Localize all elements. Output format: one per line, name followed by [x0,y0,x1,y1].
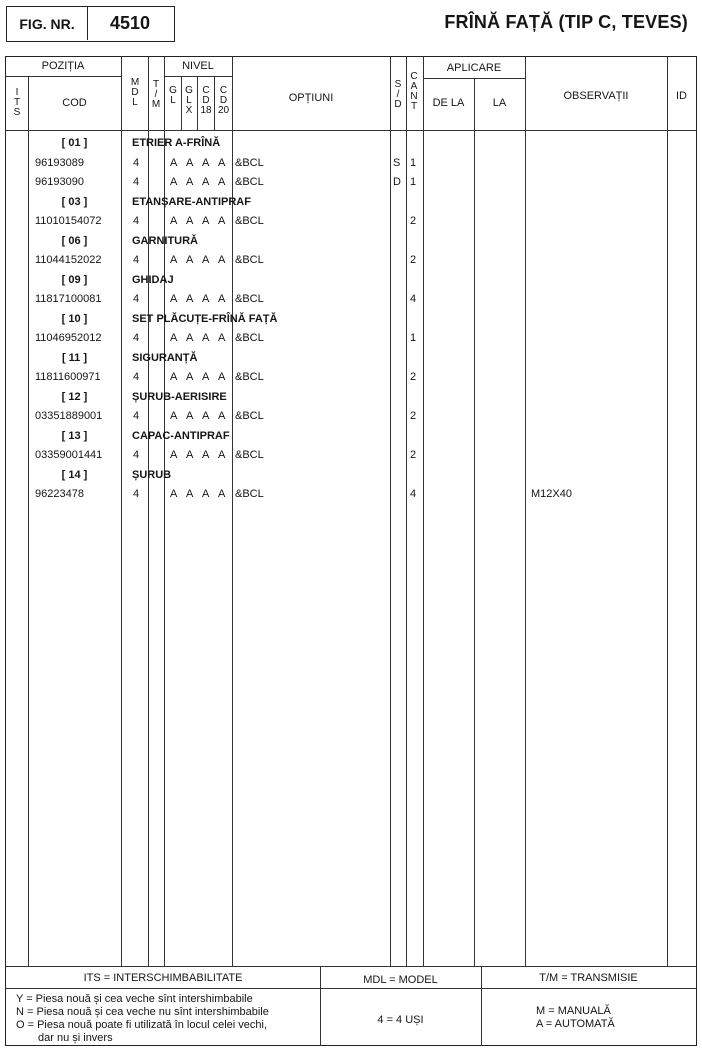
legend-title-rule [6,988,696,989]
part-group-name: ȘURUB [132,469,172,481]
part-code: 11811600971 [35,371,101,383]
legend-mdl-title: MDL = MODEL [363,974,438,986]
header-its [11,88,23,118]
part-observation: M12X40 [531,488,572,500]
part-side: S [393,157,401,169]
header-cant-c: C [410,71,418,82]
level-glx: A [186,332,194,344]
col-rule-gl [181,76,182,131]
level-cd18: A [202,488,210,500]
header-cant [408,72,420,112]
part-option: &BCL [235,410,264,422]
col-rule-dela [474,78,475,966]
part-quantity: 4 [410,488,417,500]
position-number: [ 13 ] [61,430,88,442]
header-cant-t: T [410,101,418,112]
header-gl-l: L [170,95,176,106]
part-option: &BCL [235,215,264,227]
header-bottom-rule [6,130,696,131]
position-number: [ 03 ] [61,196,88,208]
part-option: &BCL [235,157,264,169]
legend-mdl-value: 4 = 4 UȘI [377,1014,424,1026]
header-cd20-d: D [219,95,228,106]
level-glx: A [186,215,194,227]
header-la: LA [492,97,507,109]
header-cd18-c: C [202,85,210,96]
figure-number-box [6,6,175,42]
level-gl: A [170,332,178,344]
part-model: 4 [133,254,140,266]
level-cd18: A [202,293,210,305]
level-cd18: A [202,176,210,188]
level-gl: A [170,371,178,383]
part-model: 4 [133,488,140,500]
level-cd20: A [218,449,226,461]
part-quantity: 4 [410,293,417,305]
position-number: [ 10 ] [61,313,88,325]
level-cd18: A [202,215,210,227]
level-cd20: A [218,215,226,227]
level-glx: A [186,449,194,461]
legend-its-line-n: N = Piesa nouă și cea veche nu sînt intershimbabile [16,1006,269,1018]
legend-its-line-o: O = Piesa nouă poate fi utilizată în locul celei vechi, [16,1019,268,1031]
col-rule-cd18 [214,76,215,131]
legend-its-line-o-cont: dar nu și invers [38,1032,113,1044]
legend-tm-automatic: A = AUTOMATĂ [536,1018,615,1030]
header-optiuni: OPȚIUNI [288,92,334,104]
position-number: [ 01 ] [61,137,88,149]
part-group-name: SIGURANȚĂ [132,352,198,364]
part-model: 4 [133,215,140,227]
header-its-i: I [15,87,19,98]
col-rule-cod [121,56,122,966]
header-mdl-m: M [130,77,140,88]
header-id: ID [676,90,687,102]
part-model: 4 [133,449,140,461]
header-tm-t: T [152,79,160,90]
level-glx: A [186,254,194,266]
legend-tm-title: T/M = TRANSMISIE [539,972,638,984]
level-cd18: A [202,410,210,422]
level-gl: A [170,157,178,169]
position-number: [ 14 ] [61,469,88,481]
part-model: 4 [133,176,140,188]
col-rule-cd20 [232,56,233,966]
header-sd-s: S [394,79,402,90]
part-quantity: 1 [410,157,417,169]
part-code: 11046952012 [35,332,102,344]
part-code: 11044152022 [35,254,102,266]
header-sd-d: D [394,99,402,110]
part-quantity: 2 [410,371,417,383]
header-cd20-20: 20 [217,105,230,116]
level-gl: A [170,410,178,422]
header-gl [167,86,179,106]
level-glx: A [186,293,194,305]
header-glx [183,86,195,116]
header-sd-slash: / [396,89,400,100]
header-cant-n: N [410,91,418,102]
header-observatii: OBSERVAȚII [563,90,629,102]
position-number: [ 11 ] [61,352,88,364]
part-group-name: GHIDAJ [132,274,174,286]
part-model: 4 [133,157,140,169]
header-gl-g: G [169,85,177,96]
level-cd20: A [218,254,226,266]
part-group-name: ȘURUB-AERISIRE [132,391,227,403]
col-rule-its [28,76,29,966]
header-cant-a: A [410,81,418,92]
part-code: 96193090 [35,176,84,188]
header-pozitia: POZIȚIA [41,60,85,72]
header-its-s: S [13,107,21,118]
header-cod: COD [62,97,87,109]
page-title: FRÎNĂ FAȚĂ (TIP C, TEVES) [444,12,688,32]
part-quantity: 1 [410,176,417,188]
part-quantity: 2 [410,215,417,227]
header-tm-m: M [151,99,161,110]
part-group-name: ETANȘARE-ANTIPRAF [132,196,251,208]
part-side: D [393,176,401,188]
level-glx: A [186,371,194,383]
col-rule-obs [667,56,668,966]
part-group-name: GARNITURĂ [132,235,198,247]
part-model: 4 [133,293,140,305]
part-option: &BCL [235,488,264,500]
part-option: &BCL [235,332,264,344]
header-mdl [129,78,141,108]
level-gl: A [170,176,178,188]
part-group-name: SET PLĂCUȚE-FRÎNĂ FAȚĂ [132,313,278,325]
header-cd18-d: D [202,95,210,106]
level-cd20: A [218,332,226,344]
part-code: 11817100081 [35,293,102,305]
col-rule-la [525,56,526,966]
part-code: 96193089 [35,157,84,169]
header-sd [392,80,404,110]
col-rule-cant [423,56,424,966]
level-cd20: A [218,293,226,305]
part-model: 4 [133,371,140,383]
part-quantity: 1 [410,332,417,344]
header-mdl-d: D [131,87,139,98]
header-glx-l: L [186,95,192,106]
header-cd20-c: C [219,85,228,96]
pozitia-rule [6,76,121,77]
header-its-t: T [13,97,21,108]
part-quantity: 2 [410,449,417,461]
figure-label: FIG. NR. [7,7,88,40]
level-glx: A [186,157,194,169]
part-option: &BCL [235,254,264,266]
legend-tm-manual: M = MANUALĂ [536,1005,611,1017]
part-option: &BCL [235,293,264,305]
level-cd20: A [218,176,226,188]
header-aplicare: APLICARE [446,62,502,74]
nivel-rule [164,76,232,77]
level-cd20: A [218,410,226,422]
level-cd18: A [202,254,210,266]
header-cd18 [199,86,213,116]
header-glx-g: G [185,85,193,96]
part-option: &BCL [235,449,264,461]
col-rule-mdl [148,56,149,966]
level-cd20: A [218,371,226,383]
legend-top-rule [6,966,696,967]
level-gl: A [170,449,178,461]
figure-number: 4510 [109,13,151,33]
level-gl: A [170,254,178,266]
level-cd20: A [218,157,226,169]
part-model: 4 [133,332,140,344]
part-code: 96223478 [35,488,84,500]
part-code: 03351889001 [35,410,103,422]
level-gl: A [170,293,178,305]
level-gl: A [170,488,178,500]
header-nivel: NIVEL [182,60,214,72]
header-cd20 [216,86,231,116]
part-option: &BCL [235,176,264,188]
level-cd18: A [202,332,210,344]
header-tm-slash: / [154,89,158,100]
level-cd20: A [218,488,226,500]
col-rule-optiuni [390,56,391,966]
part-code: 11010154072 [35,215,102,227]
col-rule-sd [406,56,407,966]
part-code: 03359001441 [35,449,103,461]
part-quantity: 2 [410,410,417,422]
part-option: &BCL [235,371,264,383]
header-mdl-l: L [132,97,138,108]
part-group-name: CAPAC-ANTIPRAF [132,430,230,442]
level-glx: A [186,410,194,422]
part-group-name: ETRIER A-FRÎNĂ [132,137,221,149]
position-number: [ 12 ] [61,391,88,403]
position-number: [ 09 ] [61,274,88,286]
part-model: 4 [133,410,140,422]
level-gl: A [170,215,178,227]
header-tm [150,80,162,110]
level-cd18: A [202,449,210,461]
level-cd18: A [202,371,210,383]
col-rule-tm [164,56,165,966]
level-glx: A [186,488,194,500]
position-number: [ 06 ] [61,235,88,247]
level-glx: A [186,176,194,188]
header-cd18-18: 18 [200,105,212,116]
col-rule-glx [197,76,198,131]
header-de-la: DE LA [432,97,465,109]
legend-its-title: ITS = INTERSCHIMBABILITATE [83,972,243,984]
level-cd18: A [202,157,210,169]
header-glx-x: X [185,105,193,116]
part-quantity: 2 [410,254,417,266]
legend-its-line-y: Y = Piesa nouă și cea veche sînt intershimbabile [16,993,253,1005]
